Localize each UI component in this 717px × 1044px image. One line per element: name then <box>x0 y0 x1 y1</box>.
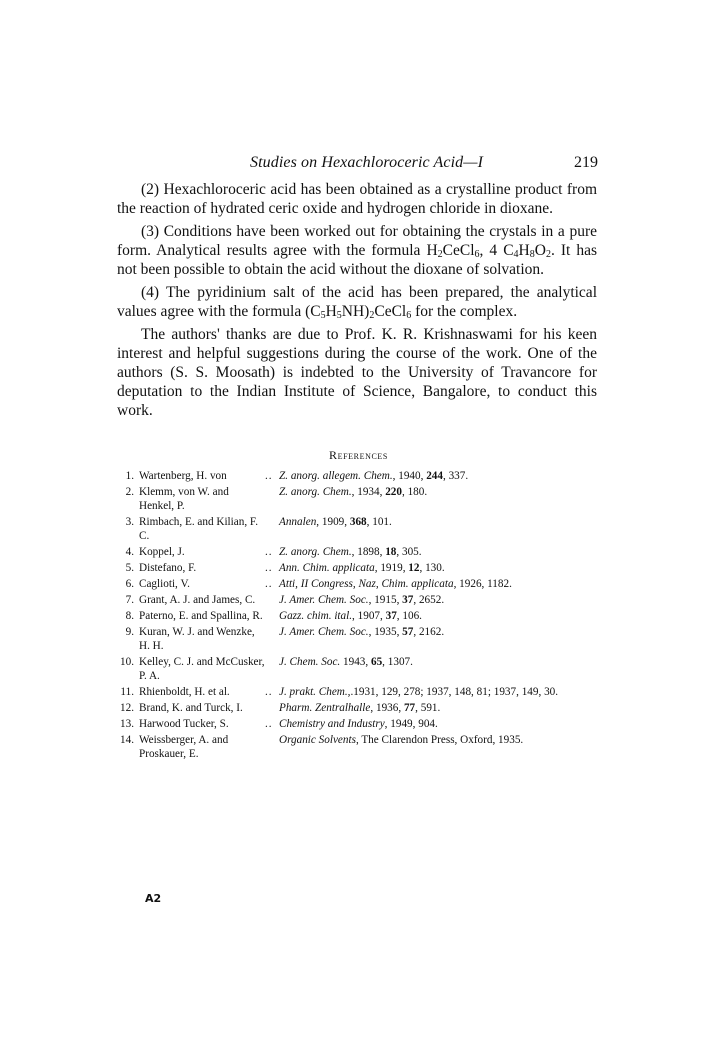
reference-citation <box>279 625 607 653</box>
running-title: Studies on Hexachloroceric Acid—I <box>250 154 484 171</box>
reference-item <box>117 717 607 731</box>
reference-number: 8. <box>125 610 134 622</box>
reference-leader: .. <box>265 546 273 558</box>
reference-citation <box>279 485 607 513</box>
reference-pages: , 130. <box>419 562 445 574</box>
reference-citation <box>279 733 607 761</box>
reference-year: , The Clarendon Press, Oxford, 1935. <box>355 734 524 746</box>
reference-leader <box>265 655 279 683</box>
reference-leader: .. <box>265 686 273 698</box>
reference-leader: .. <box>265 578 273 590</box>
reference-authors: Klemm, von W. and Henkel, P. <box>139 486 229 512</box>
running-head <box>0 154 717 176</box>
reference-journal: Pharm. Zentralhalle <box>279 702 371 714</box>
reference-volume: 12 <box>408 562 420 574</box>
reference-year: 1943, <box>340 656 371 668</box>
reference-year: , 1915, <box>368 594 403 606</box>
reference-pages: , 180. <box>401 486 428 498</box>
references-heading: References <box>329 448 388 462</box>
reference-journal: J. Amer. Chem. Soc. <box>279 626 369 638</box>
reference-volume: 65 <box>370 656 383 668</box>
references-list <box>117 469 607 763</box>
reference-journal: Z. anorg. Chem. <box>279 486 352 498</box>
reference-journal: J. Chem. Soc. <box>279 656 341 668</box>
reference-year: , 1940, <box>392 470 427 482</box>
reference-leader <box>265 701 279 715</box>
reference-item <box>117 609 607 623</box>
reference-item <box>117 655 607 683</box>
reference-year: , 1926, 1182. <box>453 578 512 590</box>
reference-leader: .. <box>265 470 273 482</box>
reference-number: 13. <box>120 718 134 730</box>
reference-authors: Rhienboldt, H. et al. <box>139 686 230 698</box>
reference-leader <box>265 609 279 623</box>
reference-item <box>117 561 607 575</box>
formula-acid: $H_2CeCl_6$, 4 $C_4H_8O_2$ <box>426 242 551 260</box>
reference-leader <box>265 593 279 607</box>
reference-authors: Distefano, F. <box>139 562 197 574</box>
reference-year: .1931, 129, 278; 1937, 148, 81; 1937, 149, 30. <box>350 686 559 698</box>
reference-journal: J. prakt. Chem., <box>279 686 351 698</box>
reference-number: 14. <box>120 734 134 746</box>
reference-citation <box>279 593 607 607</box>
reference-item <box>117 593 607 607</box>
reference-journal: Z. anorg. Chem. <box>279 546 352 558</box>
reference-item <box>117 469 607 483</box>
reference-citation <box>279 561 607 575</box>
reference-authors: Koppel, J. <box>139 546 185 558</box>
reference-citation <box>279 609 607 623</box>
reference-item <box>117 701 607 715</box>
paragraph-acknowledgement: The authors' thanks are due to Prof. K. R. Krishnaswami for his keen interest and helpful suggestions during the course of the work. One of the authors (S. S. Moosath) is indebted to the University of Travancore for deputation to the Indian Institute of Science, Bangalore, to conduct this work. <box>117 326 597 419</box>
reference-journal: Organic Solvents <box>279 734 356 746</box>
paragraph-text: (3) Conditions have been worked out for obtaining the crystals in a pure form. Analytical results agree with the formula <box>117 223 597 259</box>
reference-number: 1. <box>125 470 134 482</box>
reference-number: 4. <box>125 546 134 558</box>
reference-journal: Annalen <box>279 516 317 528</box>
reference-citation <box>279 685 607 699</box>
reference-pages: , 2162. <box>413 626 445 638</box>
reference-authors: Paterno, E. and Spallina, R. <box>139 610 263 622</box>
reference-item <box>117 577 607 591</box>
reference-authors: Wartenberg, H. von <box>139 470 227 482</box>
reference-number: 10. <box>120 656 134 668</box>
paragraph-conclusion-3: (3) Conditions have been worked out for obtaining the crystals in a pure form. Analytical results agree with the formula $H_2CeCl_6$, 4 $C_4H_8O_2$. It has not been possible to obtain the acid without the dioxane of solvation. <box>117 223 598 278</box>
reference-journal: Ann. Chim. applicata <box>279 562 375 574</box>
reference-pages: , 591. <box>415 702 441 714</box>
reference-item <box>117 545 607 559</box>
reference-pages: , 305. <box>396 546 422 558</box>
reference-volume: 18 <box>385 546 397 558</box>
reference-number: 11. <box>120 686 134 698</box>
reference-year: , 1907, <box>352 610 386 622</box>
reference-leader <box>265 515 279 543</box>
reference-leader <box>265 733 279 761</box>
paragraph-conclusion-4 <box>117 283 597 321</box>
reference-year: , 1898, <box>351 546 386 558</box>
reference-volume: 77 <box>403 702 416 714</box>
reference-citation <box>279 545 607 559</box>
reference-authors: Rimbach, E. and Kilian, F. C. <box>139 516 259 542</box>
reference-pages: , 1307. <box>382 656 413 668</box>
reference-number: 12. <box>120 702 134 714</box>
reference-volume: 57 <box>402 626 414 638</box>
reference-number: 2. <box>125 486 134 498</box>
reference-year: , 1919, <box>374 562 409 574</box>
reference-volume: 37 <box>385 610 397 622</box>
reference-number: 6. <box>125 578 134 590</box>
reference-leader <box>265 485 279 513</box>
reference-item <box>117 515 607 543</box>
reference-citation <box>279 701 607 715</box>
reference-number: 7. <box>125 594 134 606</box>
reference-citation <box>279 515 607 543</box>
reference-authors: Kelley, C. J. and McCusker, P. A. <box>139 656 265 682</box>
reference-number: 3. <box>125 516 134 528</box>
paragraph-conclusion-2: (2) Hexachloroceric acid has been obtained as a crystalline product from the reaction of hydrated ceric oxide and hydrogen chloride in dioxane. <box>117 181 597 217</box>
reference-citation <box>279 717 607 731</box>
reference-pages: , 106. <box>396 610 422 622</box>
page-number: 219 <box>574 154 598 171</box>
reference-leader: .. <box>265 562 273 574</box>
paragraph-text: (4) The pyridinium salt of the acid has been prepared, the analytical values agree with the formula <box>117 284 597 320</box>
reference-journal: J. Amer. Chem. Soc. <box>279 594 369 606</box>
paragraph-text-tail: It has not been possible to obtain the acid without the dioxane of solvation. <box>117 242 598 278</box>
reference-journal: Gazz. chim. ital. <box>279 610 353 622</box>
reference-authors: Grant, A. J. and James, C. <box>139 594 256 606</box>
formula-pyridinium-salt: $(C_5H_5NH)_2CeCl_6$ <box>305 303 412 321</box>
footer-signature-mark: A2 <box>145 892 162 905</box>
reference-authors: Kuran, W. J. and Wenzke, H. H. <box>139 626 255 652</box>
reference-year: , 1936, <box>370 702 404 714</box>
reference-item <box>117 733 607 761</box>
reference-authors: Weissberger, A. and Proskauer, E. <box>139 734 229 760</box>
reference-leader: .. <box>265 718 273 730</box>
reference-authors: Brand, K. and Turck, I. <box>139 702 243 714</box>
reference-authors: Harwood Tucker, S. <box>139 718 229 730</box>
reference-number: 5. <box>125 562 134 574</box>
reference-year: , 1909, <box>316 516 350 528</box>
body-text <box>117 180 597 424</box>
paragraph-text-tail: for the complex. <box>415 303 518 320</box>
reference-year: , 1934, <box>351 486 386 498</box>
reference-journal: Atti, II Congress, Naz, Chim. applicata <box>279 578 454 590</box>
reference-citation <box>279 469 607 483</box>
reference-pages: , 101. <box>366 516 392 528</box>
reference-citation <box>279 655 607 683</box>
reference-journal: Z. anorg. allegem. Chem. <box>279 470 393 482</box>
reference-pages: , 337. <box>442 470 469 482</box>
reference-volume: 244 <box>426 470 443 482</box>
reference-volume: 37 <box>402 594 414 606</box>
reference-journal: Chemistry and Industry <box>279 718 385 730</box>
reference-citation <box>279 577 607 591</box>
reference-year: , 1949, 904. <box>384 718 438 730</box>
reference-volume: 220 <box>385 486 402 498</box>
reference-leader <box>265 625 279 653</box>
reference-year: , 1935, <box>368 626 403 638</box>
reference-item <box>117 685 607 699</box>
reference-volume: 368 <box>349 516 367 528</box>
reference-authors: Caglioti, V. <box>139 578 190 590</box>
reference-item <box>117 485 607 513</box>
reference-pages: , 2652. <box>413 594 445 606</box>
reference-item <box>117 625 607 653</box>
reference-number: 9. <box>125 626 134 638</box>
